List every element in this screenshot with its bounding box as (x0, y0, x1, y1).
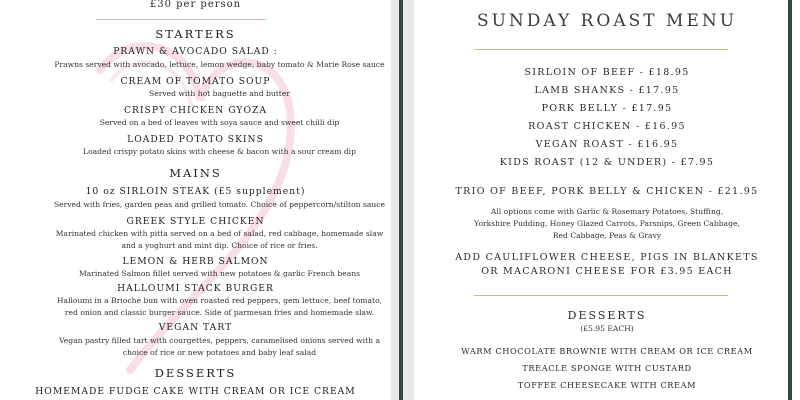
main-desc: Served with fries, garden peas and grilled tomato. Choice of peppercorn/stilton sauce (53, 200, 386, 209)
main-desc: red onion and classic burger sauce. Side of parmesan fries and homemade slaw. (64, 308, 375, 317)
divider (474, 49, 728, 50)
main-desc: Halloumi in a Brioche bun with oven roasted red peppers, gem lettuce, beef tomato, (56, 296, 383, 305)
addon-text: OR MACARONI CHEESE FOR £3.95 EACH (481, 266, 733, 277)
starter-name: CRISPY CHICKEN GYOZA (123, 105, 268, 116)
main-desc: and a yoghurt and mint dip. Choice of rice or fries. (121, 241, 318, 250)
main-desc: Vegan pastry filled tart with courgettes, peppers, caramelised onions served with a (59, 336, 380, 345)
dessert-item: TOFFEE CHEESECAKE WITH CREAM (517, 380, 697, 390)
desserts-heading: DESSERTS (567, 309, 647, 322)
main-desc: choice of rice or new potatoes and baby leaf salad (122, 348, 317, 357)
starter-name: CREAM OF TOMATO SOUP (120, 76, 271, 87)
roast-item: ROAST CHICKEN - £16.95 (528, 121, 686, 132)
page-border (788, 0, 792, 400)
main-desc: Marinated chicken with pitta served on a bed of salad, red cabbage, homemade slaw (55, 229, 384, 238)
mains-heading: MAINS (169, 166, 222, 180)
starter-name: PRAWN & AVOCADO SALAD : (113, 46, 278, 57)
price-per-person: £30 per person (149, 0, 242, 10)
desserts-price: (£5.95 EACH) (580, 324, 634, 333)
starters-heading: STARTERS (155, 27, 236, 41)
roast-options-text: Yorkshire Pudding, Honey Glazed Carrots, Parsnips, Green Cabbage, (474, 219, 740, 228)
main-name: LEMON & HERB SALMON (122, 256, 269, 267)
starter-desc: Served on a bed of leaves with soya sauce and sweet chilli dip (99, 118, 340, 127)
addon-text: ADD CAULIFLOWER CHEESE, PIGS IN BLANKETS (455, 252, 759, 263)
trio-item: TRIO OF BEEF, PORK BELLY & CHICKEN - £21.95 (455, 186, 759, 197)
desserts-heading: DESSERTS (154, 366, 237, 380)
main-name: GREEK STYLE CHICKEN (126, 216, 265, 227)
main-desc: Marinated Salmon fillet served with new potatoes & garlic French beans (78, 269, 361, 278)
divider (96, 19, 266, 20)
roast-options-text: Red Cabbage, Peas & Gravy (552, 231, 662, 240)
roast-item: KIDS ROAST (12 & UNDER) - £7.95 (499, 157, 715, 168)
starter-desc: Prawns served with avocado, lettuce, lemon wedge, baby tomato & Marie Rose sauce (54, 60, 385, 69)
main-name: 10 oz SIRLOIN STEAK (£5 supplement) (85, 186, 306, 197)
main-name: VEGAN TART (158, 322, 233, 333)
starter-desc: Served with hot baguette and butter (149, 89, 290, 98)
roast-options-text: All options come with Garlic & Rosemary Potatoes, Stuffing, (490, 207, 724, 216)
roast-item: VEGAN ROAST - £16.95 (535, 139, 679, 150)
main-name: HALLOUMI STACK BURGER (117, 283, 274, 294)
dessert-name: HOMEMADE FUDGE CAKE WITH CREAM OR ICE CREAM (35, 386, 356, 397)
starter-desc: Loaded crispy potato skins with cheese & bacon with a sour cream dip (83, 147, 356, 156)
roast-item: PORK BELLY - £17.95 (541, 103, 673, 114)
roast-item: SIRLOIN OF BEEF - £18.95 (524, 67, 690, 78)
roast-item: LAMB SHANKS - £17.95 (534, 85, 680, 96)
dessert-item: WARM CHOCOLATE BROWNIE WITH CREAM OR ICE CREAM (461, 346, 753, 356)
page-border (399, 0, 403, 400)
sunday-roast-page (414, 0, 800, 400)
page-title: SUNDAY ROAST MENU (476, 11, 738, 31)
set-menu-page (0, 0, 391, 400)
dessert-item: TREACLE SPONGE WITH CUSTARD (522, 363, 692, 373)
starter-name: LOADED POTATO SKINS (127, 134, 264, 145)
divider (474, 295, 728, 296)
